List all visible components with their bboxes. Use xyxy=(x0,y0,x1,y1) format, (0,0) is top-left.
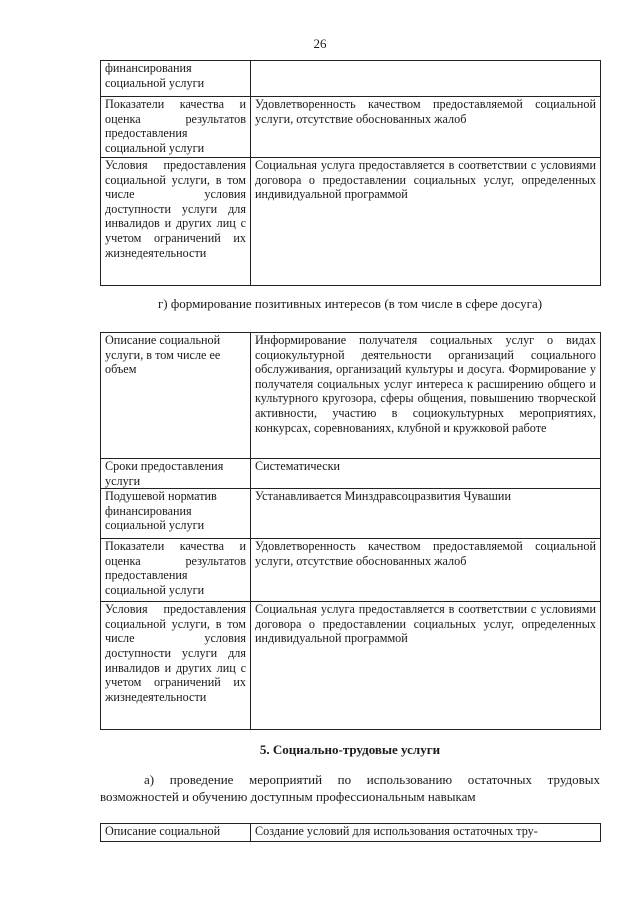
row-label: Подушевой норматив финансирования социальной услуги xyxy=(101,489,251,539)
subsection-caption: г) формирование позитивных интересов (в том числе в сфере досуга) xyxy=(157,296,543,311)
row-value: Систематически xyxy=(251,459,601,489)
table-row xyxy=(101,824,601,842)
row-value: Социальная услуга предоставляется в соответствии с условиями договора о предоставлении социальных услуг, определенных индивидуальной программой xyxy=(251,158,601,286)
row-value: Удовлетворенность качеством предоставляемой социальной услуги, отсутствие обоснованных жалоб xyxy=(251,97,601,158)
table-row xyxy=(101,459,601,489)
table-row xyxy=(101,602,601,730)
row-value xyxy=(251,61,601,97)
table-row xyxy=(101,61,601,97)
page-number: 26 xyxy=(313,36,327,51)
row-label: Сроки предоставления услуги xyxy=(101,459,251,489)
row-value: Социальная услуга предоставляется в соответствии с условиями договора о предоставлении социальных услуг, определенных индивидуальной программой xyxy=(251,602,601,730)
section-title: 5. Социально-трудовые услуги xyxy=(259,742,441,757)
table-row xyxy=(101,97,601,158)
row-value: Устанавливается Минздравсоцразвития Чувашии xyxy=(251,489,601,539)
row-label: Показатели качества и оценка результатов предоставления социальной услуги xyxy=(101,97,251,158)
row-label: финансирования социальной услуги xyxy=(101,61,251,97)
table-row xyxy=(101,158,601,286)
subsection-caption: а) проведение мероприятий по использованию остаточных трудовых возможностей и обучению доступным профессиональным навыкам xyxy=(100,772,600,804)
row-value: Удовлетворенность качеством предоставляемой социальной услуги, отсутствие обоснованных жалоб xyxy=(251,539,601,602)
row-label: Описание социальной xyxy=(101,824,251,842)
row-label: Показатели качества и оценка результатов предоставления социальной услуги xyxy=(101,539,251,602)
table-row xyxy=(101,539,601,602)
row-label: Условия предоставления социальной услуги, в том числе условия доступности услуги для инвалидов и других лиц с учетом ограничений их жизнедеятельности xyxy=(101,602,251,730)
table-row xyxy=(101,489,601,539)
table-row xyxy=(101,333,601,459)
service-table-leisure xyxy=(100,332,601,730)
row-label: Описание социальной услуги, в том числе ее объем xyxy=(101,333,251,459)
row-label: Условия предоставления социальной услуги, в том числе условия доступности услуги для инвалидов и других лиц с учетом ограничений их жизнедеятельности xyxy=(101,158,251,286)
service-table-continued xyxy=(100,60,601,286)
service-table-labor xyxy=(100,823,601,842)
row-value: Информирование получателя социальных услуг о видах социокультурной деятельности организаций социального обслуживания, организаций культуры и досуга. Формирование у получателя социальных услуг интереса к расширению общего и культурного кругозора, сферы общения, повышению творческой активности, участию в социокультурных мероприятиях, конкурсах, соревнованиях, клубной и кружковой работе xyxy=(251,333,601,459)
row-value: Создание условий для использования остаточных тру- xyxy=(251,824,601,842)
